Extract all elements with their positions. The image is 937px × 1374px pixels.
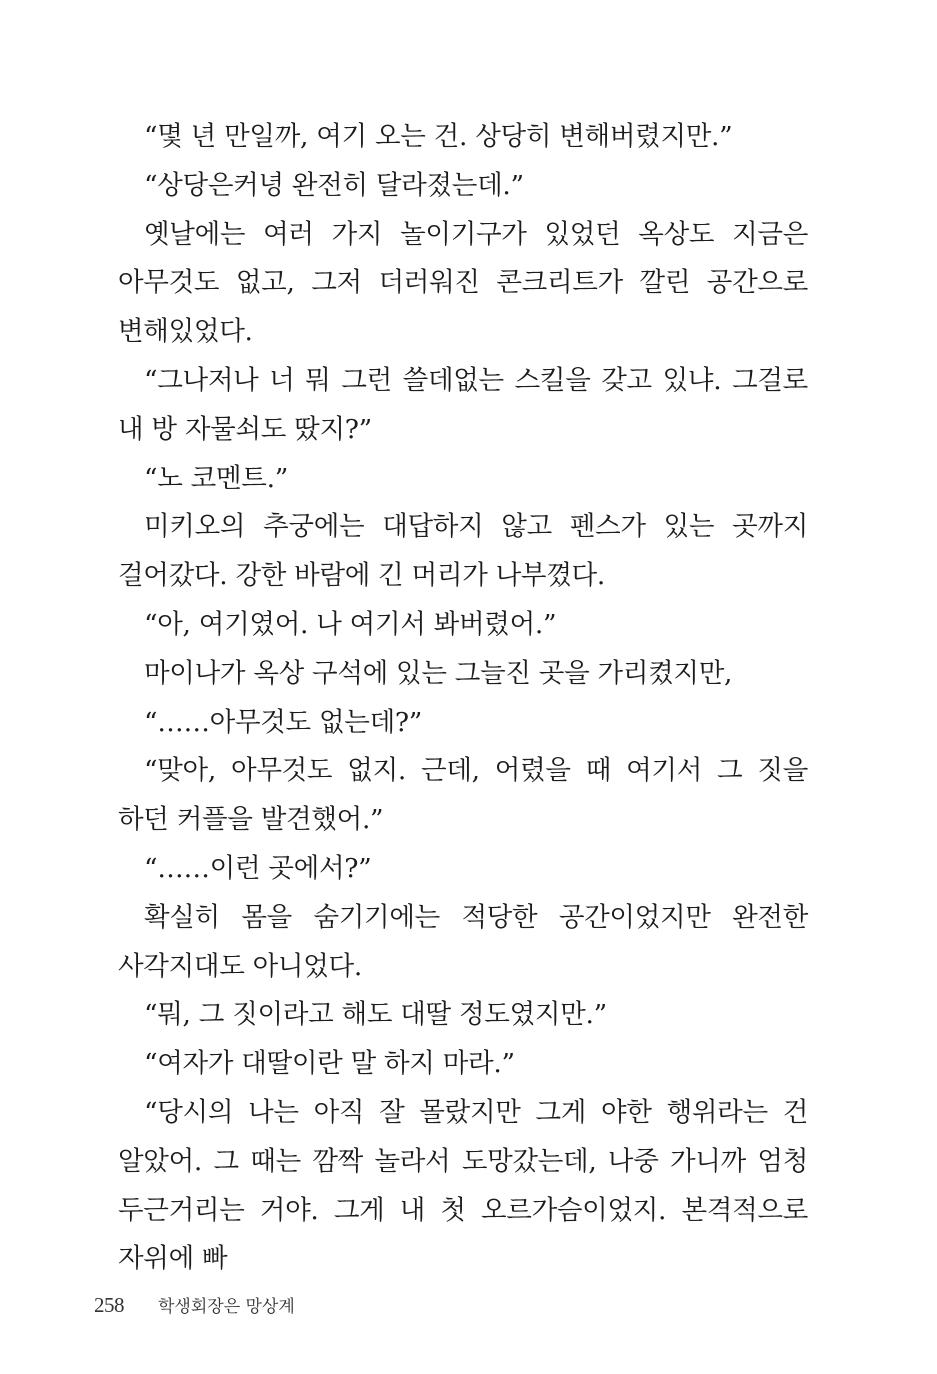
paragraph: “몇 년 만일까, 여기 오는 건. 상당히 변해버렸지만.”	[144, 121, 733, 152]
paragraph: “당시의 나는 아직 잘 몰랐지만 그게 야한 행위라는 건 알았어. 그 때는 깜짝 놀라서 도망갔는데, 나중 가니까 엄청 두근거리는 거야. 그게 내 첫 오르가슴이었지. 본격적으로 자위에 빠	[118, 1096, 808, 1275]
paragraph: 미키오의 추궁에는 대답하지 않고 펜스가 있는 곳까지 걸어갔다. 강한 바람에 긴 머리가 나부꼈다.	[118, 511, 808, 592]
running-title: 학생회장은 망상계	[158, 1297, 295, 1317]
paragraph: “노 코멘트.”	[144, 462, 288, 494]
paragraph: “……아무것도 없는데?”	[144, 706, 423, 738]
page-footer	[94, 1292, 295, 1322]
paragraph: 옛날에는 여러 가지 놀이기구가 있었던 옥상도 지금은 아무것도 없고, 그저 더러워진 콘크리트가 깔린 공간으로 변해있었다.	[118, 218, 808, 348]
paragraph: “그나저나 너 뭐 그런 쓸데없는 스킬을 갖고 있냐. 그걸로 내 방 자물쇠도 땄지?”	[118, 364, 808, 445]
paragraph: “상당은커녕 완전히 달라졌는데.”	[144, 169, 524, 201]
paragraph: “뭐, 그 짓이라고 해도 대딸 정도였지만.”	[144, 999, 607, 1031]
page-number: 258	[94, 1293, 124, 1317]
body-text	[118, 113, 808, 1284]
paragraph: “여자가 대딸이란 말 하지 마라.”	[144, 1048, 515, 1080]
paragraph: “맞아, 아무것도 없지. 근데, 어렸을 때 여기서 그 짓을 하던 커플을 발견했어.”	[118, 755, 808, 836]
paragraph: “아, 여기였어. 나 여기서 봐버렸어.”	[144, 608, 557, 640]
paragraph: “……이런 곳에서?”	[144, 852, 372, 884]
paragraph: 마이나가 옥상 구석에 있는 그늘진 곳을 가리켰지만,	[144, 657, 733, 689]
paragraph: 확실히 몸을 숨기기에는 적당한 공간이었지만 완전한 사각지대도 아니었다.	[118, 901, 808, 982]
